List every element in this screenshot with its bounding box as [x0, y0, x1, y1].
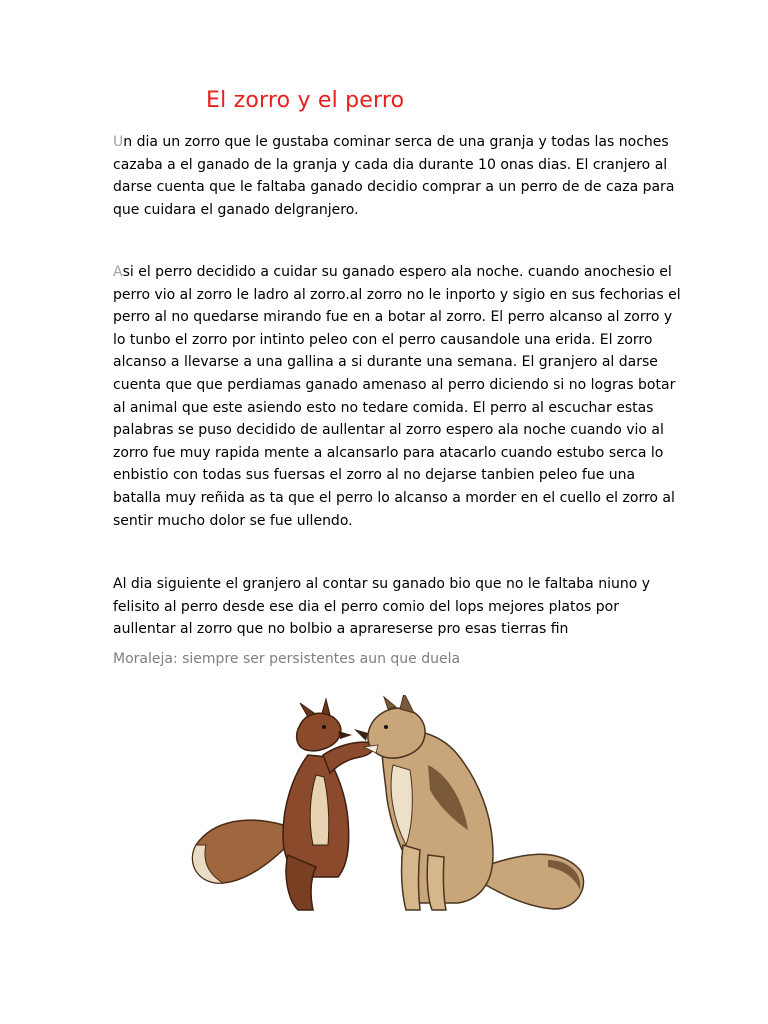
paragraph-line: sentir mucho dolor se fue ullendo.: [113, 512, 353, 529]
drop-cap: A: [113, 264, 123, 280]
paragraph-line: felisito al perro desde ese dia el perro comio del lops mejores platos por: [113, 598, 619, 615]
paragraph-line: enbistio con todas sus fuersas el zorro al no dejarse tanbien peleo fue una: [113, 467, 636, 484]
paragraph-line: que cuidara el ganado delgranjero.: [113, 201, 359, 218]
paragraph-line: perro al no quedarse mirando fue en a botar al zorro. El perro alcanso al zorro y: [113, 309, 673, 326]
paragraph-3: [113, 573, 718, 641]
paragraph-2: [113, 261, 718, 532]
fox-figure: [192, 699, 373, 910]
paragraph-line: cuenta que que perdiamas ganado amenaso al perro diciendo si no logras botar: [113, 376, 676, 393]
moral-text: Moraleja: siempre ser persistentes aun que duela: [113, 651, 461, 667]
paragraph-line: aullentar al zorro que no bolbio a aprareserse pro esas tierras fin: [113, 621, 569, 638]
drop-cap: U: [113, 134, 124, 150]
paragraph-1: [113, 131, 718, 221]
paragraph-line: batalla muy reñida as ta que el perro lo alcanso a morder en el cuello el zorro al: [113, 489, 675, 506]
wolf-figure: [354, 695, 584, 910]
paragraph-line: Al dia siguiente el granjero al contar su ganado bio que no le faltaba niuno y: [113, 576, 651, 592]
paragraph-line: perro vio al zorro le ladro al zorro.al zorro no le inporto y sigio en sus fechorias el: [113, 286, 681, 303]
story-title: El zorro y el perro: [206, 88, 405, 113]
paragraph-line: Asi el perro decidido a cuidar su ganado espero ala noche. cuando anochesio el: [113, 264, 672, 280]
paragraph-line: zorro fue muy rapida mente a alcansarlo para atacarlo cuando estubo serca lo: [113, 444, 664, 461]
paragraph-line: al animal que este asiendo esto no tedare comida. El perro al escuchar estas: [113, 399, 654, 416]
paragraph-line: Un dia un zorro que le gustaba cominar serca de una granja y todas las noches: [113, 134, 669, 150]
paragraph-line: darse cuenta que le faltaba ganado decidio comprar a un perro de de caza para: [113, 179, 675, 196]
paragraph-line: cazaba a el ganado de la granja y cada dia durante 10 onas dias. El cranjero al: [113, 156, 668, 173]
fox-and-wolf-illustration: [188, 695, 588, 935]
paragraph-line: palabras se puso decidido de aullentar al zorro espero ala noche cuando vio al: [113, 422, 664, 439]
paragraph-line: alcanso a llevarse a una gallina a si durante una semana. El granjero al darse: [113, 354, 658, 371]
paragraph-line: lo tunbo el zorro por intinto peleo con el perro causandole una erida. El zorro: [113, 331, 653, 348]
